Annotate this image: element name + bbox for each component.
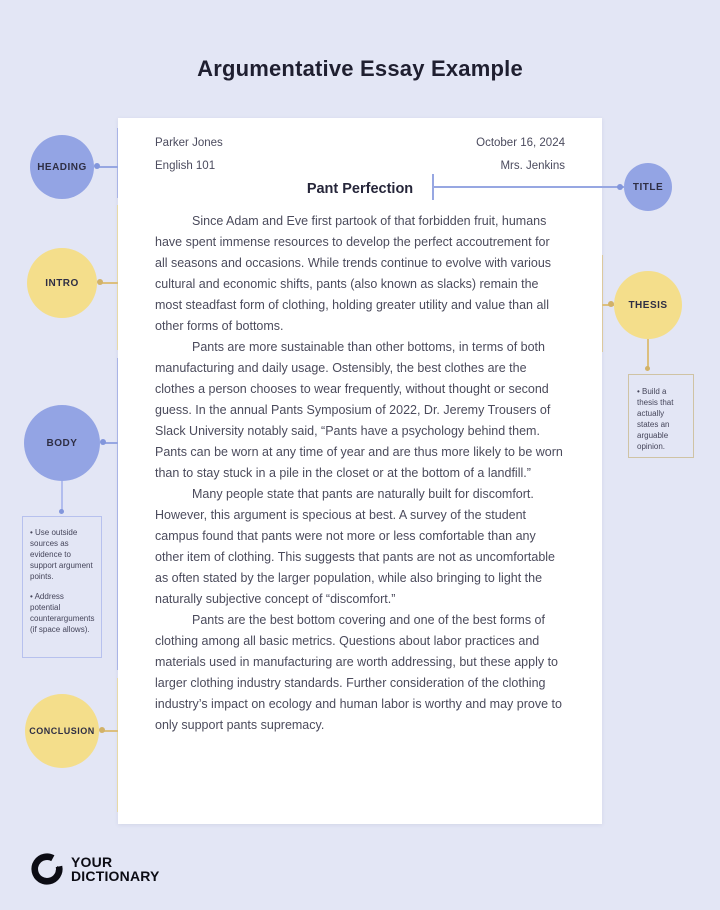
yourdictionary-wordmark [71,855,160,884]
title-label: TITLE [632,181,664,193]
essay-header-right [476,132,565,178]
body-label-circle [24,405,100,481]
yourdictionary-logo [30,852,160,886]
heading-label: HEADING [37,161,87,173]
heading-connector-dot [94,163,100,169]
essay-paragraph-body-2: Many people state that pants are naturally built for discomfort. However, this argument is specious at best. A survey of the student campus found that pants were not more or less comfortable than any other item of clothing. This suggests that pants are not as uncomfortable as often stated by the larger population, while also bringing to light the naturally subjective concept of “discomfort.” [155,487,555,606]
title-connector-line [433,186,624,188]
logo-line-1: YOUR [71,853,113,870]
title-label-circle [624,163,672,211]
essay-paragraph-conclusion: Pants are the best bottom covering and one of the best forms of clothing among all basic metrics. Questions about labor practices and materials used in manufacturing are worth addressing, but these apply to larger clothing industry standards. Further consideration of the clothing industry’s impact on ecology and human labor is worthy and may prove to only support pants supremacy. [155,613,562,732]
teacher-name: Mrs. Jenkins [500,160,565,172]
intro-label-circle [27,248,97,318]
thesis-label-circle [614,271,682,339]
logo-line-2: DICTIONARY [71,868,160,884]
thesis-note-drop-dot [645,366,650,371]
course-name: English 101 [155,160,216,172]
essay-body [118,211,602,736]
essay-date: October 16, 2024 [476,137,565,149]
essay-header-left [155,132,223,178]
essay-document [118,118,602,824]
page-title: Argumentative Essay Example [197,56,523,81]
conclusion-label-circle [25,694,99,768]
heading-label-circle [30,135,94,199]
student-name: Parker Jones [155,137,223,149]
intro-connector-dot [97,279,103,285]
body-connector-dot [100,439,106,445]
essay-paragraph-intro: Since Adam and Eve first partook of that forbidden fruit, humans have spent immense resources to develop the perfect accoutrement for all seasons and occasions. While trends continue to evolve with various cultural and economic shifts, pants (also known as slacks) remain the most steadfast form of clothing, holding greater utility and value than all other forms of bottoms. [155,214,552,333]
body-note-drop-dot [59,509,64,514]
essay-paragraph-body-1: Pants are more sustainable than other bottoms, in terms of both manufacturing and daily usage. Ostensibly, the best clothes are the clothes a person chooses to wear frequently, without thought or second guess. In the annual Pants Symposium of 2022, Dr. Jeremy Trousers of Slack University notably said, “Pants have a psychology behind them. Pants can be worn at any time of year and are thus more likely to be worn than to stay stuck in a pile in the closet or at the bottom of a landfill.” [155,340,563,480]
thesis-tip-note [628,374,694,458]
essay-title: Pant Perfection [306,181,414,197]
body-tip-sources: • Use outside sources as evidence to support argument points. [30,528,93,581]
yourdictionary-ring-icon [30,852,64,886]
body-tip-counterarguments: • Address potential counterarguments (if space allows). [30,592,95,634]
essay-header [118,118,602,178]
thesis-note-drop-line [647,339,649,369]
thesis-connector-dot [608,301,614,307]
thesis-tip: • Build a thesis that actually states an arguable opinion. [637,387,674,451]
conclusion-label: CONCLUSION [29,726,95,736]
title-connector-dot [617,184,623,190]
body-label: BODY [46,437,78,449]
conclusion-connector-dot [99,727,105,733]
body-tips-note [22,516,102,658]
thesis-label: THESIS [628,299,668,311]
intro-label: INTRO [45,277,79,289]
